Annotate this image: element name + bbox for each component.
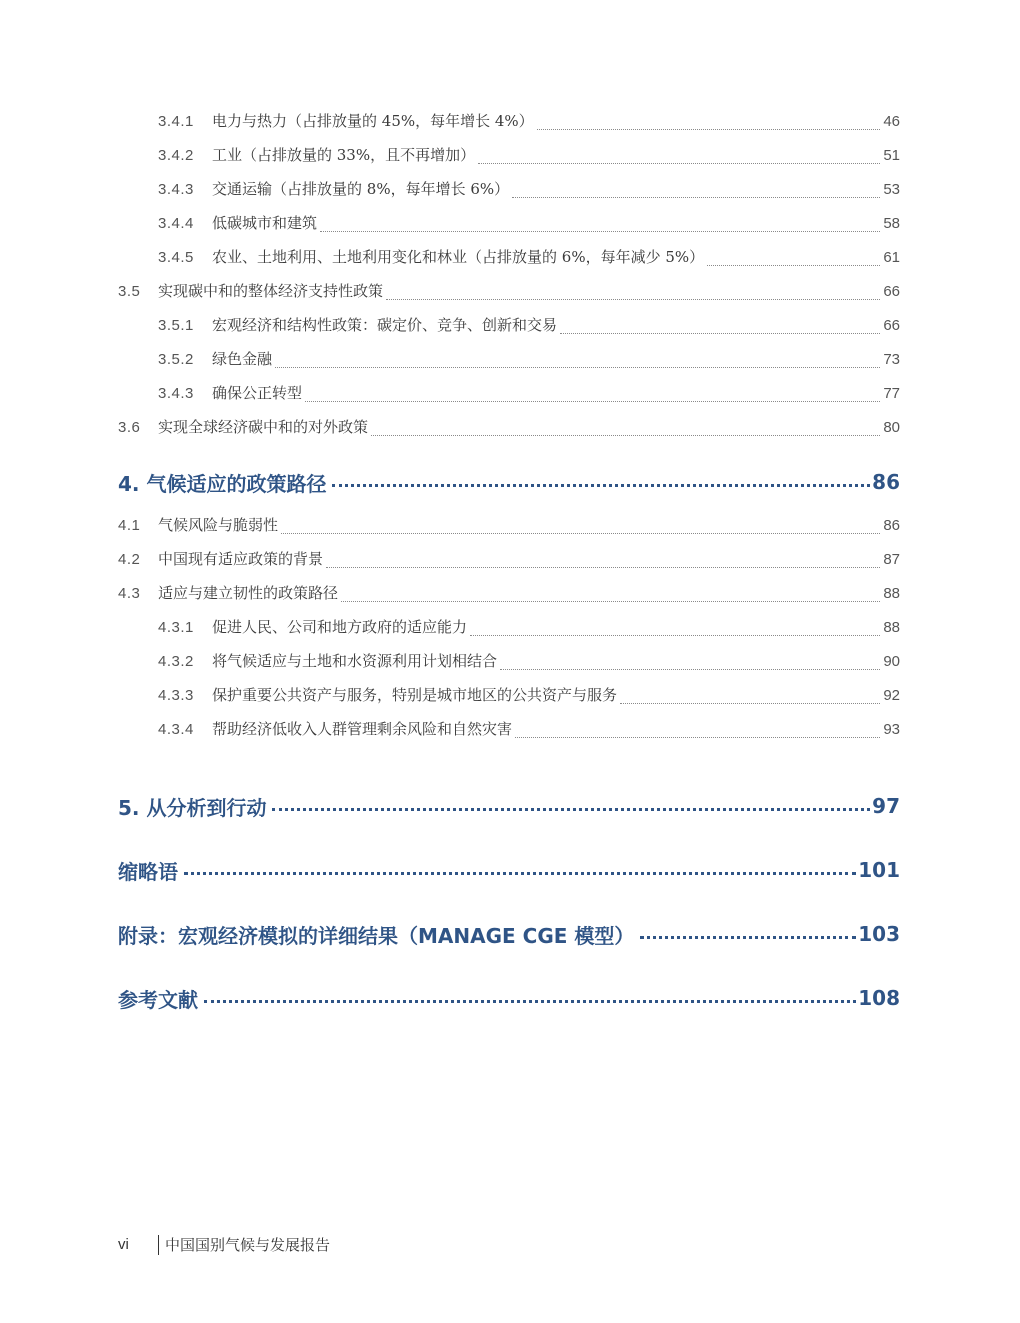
toc-entry-page: 80 bbox=[883, 419, 900, 436]
toc-entry-number: 3.4.3 bbox=[158, 385, 194, 402]
toc-chapter-page: 108 bbox=[858, 986, 900, 1010]
dot-leader bbox=[386, 299, 880, 300]
footer-page-number: vi bbox=[118, 1236, 129, 1253]
footer-report-name: 中国国别气候与发展报告 bbox=[165, 1236, 331, 1254]
toc-entry-3-5[interactable] bbox=[118, 280, 900, 314]
toc-entry-title: 促进人民、公司和地方政府的适应能力 bbox=[212, 618, 468, 636]
toc-chapter-page: 86 bbox=[872, 470, 900, 494]
dot-leader bbox=[470, 635, 880, 636]
toc-chapter-title: 4. 气候适应的政策路径 bbox=[118, 471, 327, 496]
toc-entry-4-2[interactable] bbox=[118, 548, 900, 582]
toc-entry-page: 73 bbox=[883, 351, 900, 368]
dot-leader bbox=[560, 333, 880, 334]
toc-entry-number: 4.3.1 bbox=[158, 619, 194, 636]
toc-entry-page: 90 bbox=[883, 653, 900, 670]
dot-leader bbox=[281, 533, 880, 534]
toc-entry-title: 电力与热力（占排放量的 45%，每年增长 4%） bbox=[212, 112, 534, 130]
dot-leader bbox=[326, 567, 880, 568]
dot-leader bbox=[204, 1000, 856, 1003]
toc-entry-number: 3.4.4 bbox=[158, 215, 194, 232]
dot-leader bbox=[305, 401, 880, 402]
toc-entry-number: 3.4.2 bbox=[158, 147, 194, 164]
dot-leader bbox=[500, 669, 880, 670]
dot-leader bbox=[620, 703, 880, 704]
dot-leader bbox=[341, 601, 880, 602]
toc-entry-title: 帮助经济低收入人群管理剩余风险和自然灾害 bbox=[212, 720, 513, 738]
dot-leader bbox=[332, 484, 870, 487]
toc-entry-3-4-2[interactable] bbox=[118, 144, 900, 178]
dot-leader bbox=[371, 435, 880, 436]
footer-divider bbox=[158, 1235, 159, 1255]
toc-entry-number: 4.1 bbox=[118, 517, 141, 534]
toc-entry-3-6[interactable] bbox=[118, 416, 900, 450]
toc-entry-title: 交通运输（占排放量的 8%，每年增长 6%） bbox=[212, 180, 510, 198]
dot-leader bbox=[275, 367, 880, 368]
toc-chapter-4[interactable] bbox=[118, 450, 900, 514]
dot-leader bbox=[320, 231, 880, 232]
toc-entry-4-3-4[interactable] bbox=[118, 718, 900, 752]
toc-entry-page: 93 bbox=[883, 721, 900, 738]
toc-entry-3-5-2[interactable] bbox=[118, 348, 900, 382]
toc-entry-3-5-1[interactable] bbox=[118, 314, 900, 348]
toc-entry-page: 53 bbox=[883, 181, 900, 198]
toc-chapter-title: 5. 从分析到行动 bbox=[118, 795, 267, 820]
toc-entry-number: 3.4.3 bbox=[158, 181, 194, 198]
dot-leader bbox=[272, 808, 870, 811]
toc-entry-page: 87 bbox=[883, 551, 900, 568]
toc-entry-title: 实现碳中和的整体经济支持性政策 bbox=[158, 282, 384, 300]
toc-entry-number: 4.2 bbox=[118, 551, 141, 568]
toc-entry-page: 88 bbox=[883, 585, 900, 602]
toc-chapter-page: 97 bbox=[872, 794, 900, 818]
toc-entry-title: 绿色金融 bbox=[212, 350, 273, 368]
toc-entry-title: 宏观经济和结构性政策：碳定价、竞争、创新和交易 bbox=[212, 316, 558, 334]
toc-entry-page: 66 bbox=[883, 317, 900, 334]
toc-chapter-title: 参考文献 bbox=[118, 987, 198, 1012]
toc-entry-4-3[interactable] bbox=[118, 582, 900, 616]
toc-entry-number: 3.4.1 bbox=[158, 113, 194, 130]
toc-chapter-title: 缩略语 bbox=[118, 859, 178, 884]
toc-entry-title: 确保公正转型 bbox=[212, 384, 303, 402]
toc-entry-number: 4.3.4 bbox=[158, 721, 194, 738]
toc-entry-page: 86 bbox=[883, 517, 900, 534]
toc-entry-3-4-4[interactable] bbox=[118, 212, 900, 246]
toc-entry-4-3-1[interactable] bbox=[118, 616, 900, 650]
toc-entry-number: 3.5.2 bbox=[158, 351, 194, 368]
toc-appendix[interactable] bbox=[118, 902, 900, 966]
dot-leader bbox=[478, 163, 880, 164]
toc-chapter-page: 103 bbox=[858, 922, 900, 946]
toc-entry-page: 51 bbox=[883, 147, 900, 164]
toc-entry-number: 3.5.1 bbox=[158, 317, 194, 334]
toc-entry-page: 61 bbox=[883, 249, 900, 266]
toc-entry-number: 4.3.2 bbox=[158, 653, 194, 670]
toc-entry-4-3-2[interactable] bbox=[118, 650, 900, 684]
dot-leader bbox=[184, 872, 856, 875]
toc-entry-page: 66 bbox=[883, 283, 900, 300]
dot-leader bbox=[515, 737, 880, 738]
toc-entry-title: 保护重要公共资产与服务，特别是城市地区的公共资产与服务 bbox=[212, 686, 618, 704]
toc-chapter-5[interactable] bbox=[118, 774, 900, 838]
toc-entry-page: 92 bbox=[883, 687, 900, 704]
dot-leader bbox=[512, 197, 880, 198]
toc-chapter-title: 附录：宏观经济模拟的详细结果（MANAGE CGE 模型） bbox=[118, 923, 635, 948]
toc-entry-title: 低碳城市和建筑 bbox=[212, 214, 318, 232]
dot-leader bbox=[537, 129, 881, 130]
toc-entry-3-5-3[interactable] bbox=[118, 382, 900, 416]
page-footer bbox=[118, 1234, 330, 1255]
toc-entry-4-3-3[interactable] bbox=[118, 684, 900, 718]
dot-leader bbox=[707, 265, 880, 266]
table-of-contents bbox=[118, 110, 900, 1030]
toc-entry-number: 4.3.3 bbox=[158, 687, 194, 704]
toc-entry-number: 4.3 bbox=[118, 585, 141, 602]
toc-entry-page: 88 bbox=[883, 619, 900, 636]
toc-entry-number: 3.4.5 bbox=[158, 249, 194, 266]
toc-entry-number: 3.6 bbox=[118, 419, 141, 436]
toc-entry-title: 工业（占排放量的 33%，且不再增加） bbox=[212, 146, 476, 164]
toc-entry-page: 58 bbox=[883, 215, 900, 232]
toc-abbreviations[interactable] bbox=[118, 838, 900, 902]
dot-leader bbox=[640, 936, 856, 939]
toc-entry-3-4-1[interactable] bbox=[118, 110, 900, 144]
toc-entry-3-4-5[interactable] bbox=[118, 246, 900, 280]
toc-entry-title: 农业、土地利用、土地利用变化和林业（占排放量的 6%，每年减少 5%） bbox=[212, 248, 705, 266]
toc-entry-number: 3.5 bbox=[118, 283, 141, 300]
toc-entry-4-1[interactable] bbox=[118, 514, 900, 548]
toc-entry-title: 实现全球经济碳中和的对外政策 bbox=[158, 418, 369, 436]
toc-entry-title: 将气候适应与土地和水资源利用计划相结合 bbox=[212, 652, 498, 670]
toc-chapter-page: 101 bbox=[858, 858, 900, 882]
toc-entry-title: 适应与建立韧性的政策路径 bbox=[158, 584, 339, 602]
toc-entry-page: 77 bbox=[883, 385, 900, 402]
toc-entry-title: 气候风险与脆弱性 bbox=[158, 516, 279, 534]
toc-entry-3-4-3[interactable] bbox=[118, 178, 900, 212]
toc-references[interactable] bbox=[118, 966, 900, 1030]
toc-entry-title: 中国现有适应政策的背景 bbox=[158, 550, 324, 568]
toc-entry-page: 46 bbox=[883, 113, 900, 130]
